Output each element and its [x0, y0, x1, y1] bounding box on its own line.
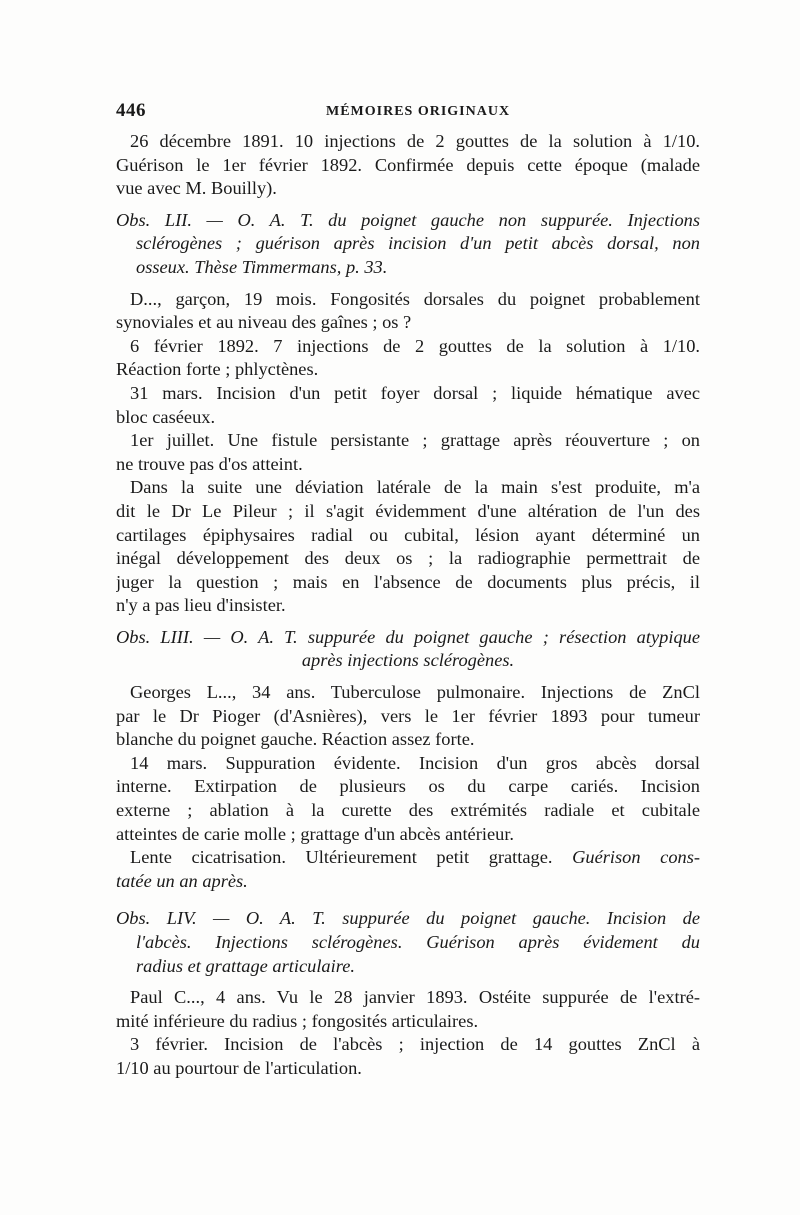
text-line: inégal développement des deux os ; la radiographie permettrait de [116, 548, 700, 569]
observation-heading-54 [116, 907, 700, 978]
text-line: Obs. LIV. — O. A. T. suppurée du poignet gauche. Incision de [116, 908, 700, 929]
paragraph-paul [116, 986, 700, 1033]
text-line: ne trouve pas d'os atteint. [116, 453, 303, 474]
text-line: 3 février. Incision de l'abcès ; injection de 14 gouttes ZnCl à [130, 1034, 700, 1055]
text-line: Paul C..., 4 ans. Vu le 28 janvier 1893. Ostéite suppurée de l'extré- [130, 987, 700, 1008]
text-line: après injections sclérogènes. [301, 650, 515, 671]
text-line: par le Dr Pioger (d'Asnières), vers le 1er février 1893 pour tumeur [116, 705, 700, 726]
text-segment: Guérison cons- [572, 847, 700, 868]
text-line: vue avec M. Bouilly). [116, 178, 277, 199]
text-line: mité inférieure du radius ; fongosités articulaires. [116, 1010, 479, 1031]
text-line: Réaction forte ; phlyctènes. [116, 359, 319, 380]
paragraph-dec-1891 [116, 130, 700, 201]
paragraph-1er-juillet [116, 429, 700, 476]
text-line: bloc caséeux. [116, 406, 216, 427]
text-segment: Lente cicatrisation. Ultérieurement petit grattage. [130, 847, 553, 868]
text-line: blanche du poignet gauche. Réaction assez forte. [116, 729, 475, 750]
text-line: 6 février 1892. 7 injections de 2 gouttes de la solution à 1/10. [130, 335, 700, 356]
text-line: Dans la suite une déviation latérale de la main s'est produite, m'a [130, 477, 700, 498]
paragraph-3-fevrier [116, 1033, 700, 1080]
text-line: l'abcès. Injections sclérogènes. Guérison après évidement du [136, 932, 700, 952]
page-header [116, 100, 700, 126]
text-line: tatée un an après. [116, 870, 248, 891]
running-title: MÉMOIRES ORIGINAUX [326, 104, 511, 119]
text-line: dit le Dr Le Pileur ; il s'agit évidemment d'une altération de l'un des [116, 500, 700, 521]
text-line: 26 décembre 1891. 10 injections de 2 gouttes de la solution à 1/10. [130, 131, 700, 151]
text-line: Georges L..., 34 ans. Tuberculose pulmonaire. Injections de ZnCl [130, 682, 700, 703]
text-line: sclérogènes ; guérison après incision d'un petit abcès dorsal, non [136, 233, 700, 254]
paragraph-patient-d [116, 288, 700, 335]
text-line: 14 mars. Suppuration évidente. Incision d'un gros abcès dorsal [130, 752, 700, 773]
text-line: Obs. LIII. — O. A. T. suppurée du poignet gauche ; résection atypique [116, 626, 700, 647]
page-number: 446 [116, 100, 146, 121]
text-line: atteintes de carie molle ; grattage d'un abcès antérieur. [116, 823, 515, 844]
text-line: n'y a pas lieu d'insister. [116, 595, 286, 616]
text-line: synoviales et au niveau des gaînes ; os ? [116, 312, 412, 333]
paragraph-feb-1892 [116, 335, 700, 382]
text-line: 1er juillet. Une fistule persistante ; grattage après réouverture ; on [130, 430, 700, 451]
paragraph-deviation [116, 476, 700, 618]
text-line: Guérison le 1er février 1892. Confirmée depuis cette époque (malade [116, 154, 700, 175]
text-line: interne. Extirpation de plusieurs os du carpe cariés. Incision [116, 776, 700, 797]
observation-heading-52 [116, 209, 700, 280]
text-line: 31 mars. Incision d'un petit foyer dorsal ; liquide hématique avec [130, 382, 700, 403]
text-line: osseux. Thèse Timmermans, p. 33. [136, 256, 388, 277]
text-line [116, 846, 700, 870]
text-line: cartilages épiphysaires radial ou cubital, lésion ayant déterminé un [116, 524, 700, 545]
paragraph-31-mars [116, 382, 700, 429]
text-line: Obs. LII. — O. A. T. du poignet gauche non suppurée. Injections [116, 209, 700, 230]
observation-heading-53 [116, 626, 700, 673]
page-body [116, 130, 700, 1081]
text-line: juger la question ; mais en l'absence de documents plus précis, il [116, 571, 700, 592]
paragraph-cicatrisation [116, 846, 700, 893]
text-line: D..., garçon, 19 mois. Fongosités dorsales du poignet probablement [130, 288, 700, 309]
text-line: externe ; ablation à la curette des extrémités radiale et cubitale [116, 800, 700, 821]
text-line: 1/10 au pourtour de l'articulation. [116, 1057, 362, 1078]
paragraph-14-mars [116, 752, 700, 846]
text-line: radius et grattage articulaire. [136, 955, 355, 976]
paragraph-georges [116, 681, 700, 752]
